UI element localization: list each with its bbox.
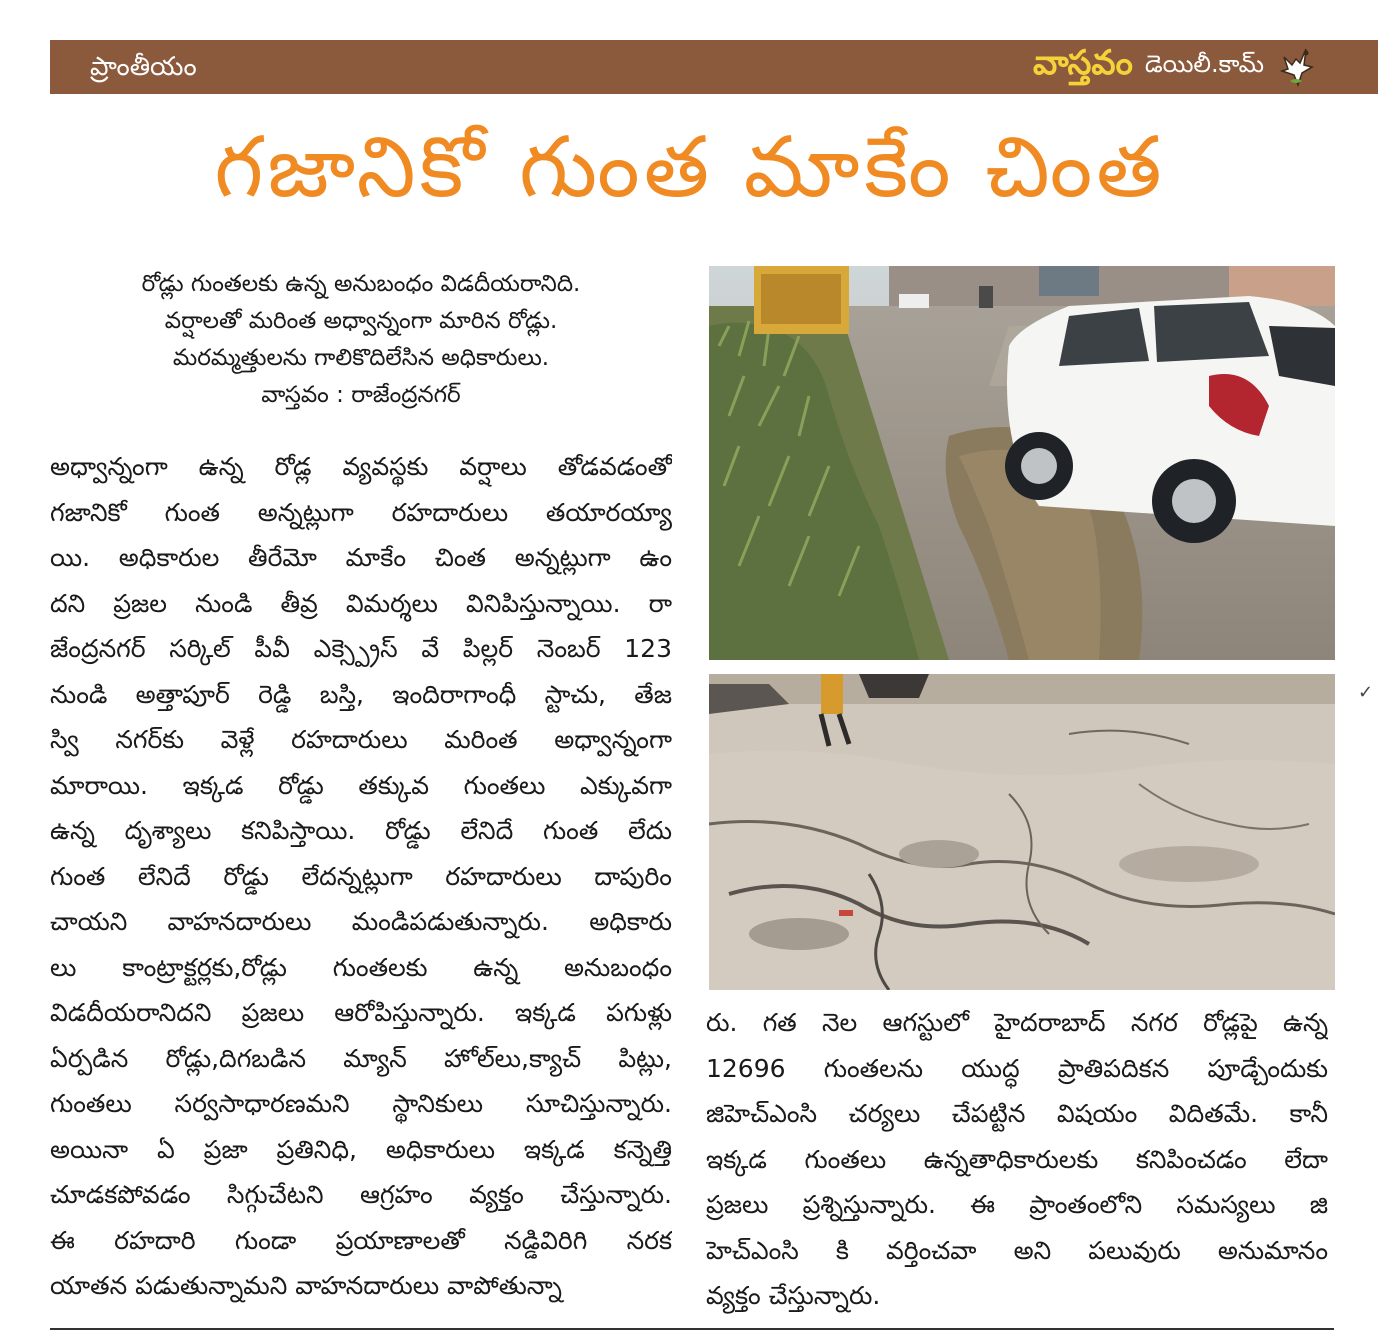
summary-line: రోడ్లు గుంతలకు ఉన్న అనుబంధం విడదీయరానిది. (141, 271, 581, 297)
body-line: నుండి అత్తాపూర్ రెడ్డి బస్తి, ఇందిరాగాంధీ స్టాచు, తేజ (50, 679, 672, 709)
brand-domain: డెయిలీ.కామ్ (1144, 50, 1264, 78)
road-car-photo (709, 266, 1335, 660)
body-line: గుంత లేనిదే రోడ్డు లేదన్నట్లుగా రహదారులు దాపురిం (50, 861, 672, 891)
check-mark-icon: ✓ (1358, 682, 1374, 703)
body-line: ఉన్న దృశ్యాలు కనిపిస్తాయి. రోడ్డు లేనిదే గుంత లేదు (50, 816, 672, 845)
body-line: 12696 గుంతలను యుద్ధ ప్రాతిపదికన పూడ్చేందుకు (706, 1053, 1328, 1083)
body-line: లు కాంట్రాక్టర్లకు,రోడ్లు గుంతలకు ఉన్న అనుబంధం (50, 952, 672, 982)
damaged-road-photo (709, 674, 1335, 990)
body-line: జిహెచ్ఎంసి చర్యలు చేపట్టిన విషయం విదితమే. కానీ (706, 1099, 1328, 1128)
body-line: గుంతలు సర్వసాధారణమని స్థానికులు సూచిస్తున్నారు. (50, 1089, 672, 1118)
body-line: యి. అధికారుల తీరేమో మాకేం చింత అన్నట్లుగా ఉం (50, 543, 672, 572)
body-line: చూడకపోవడం సిగ్గుచేటని ఆగ్రహం వ్యక్తం చేస్తున్నారు. (50, 1180, 672, 1209)
body-line: స్వి నగర్‌కు వెళ్లే రహదారులు మరింత అధ్వాన్నంగా (50, 725, 672, 754)
right-column (706, 1000, 1328, 1319)
dateline: వాస్తవం : రాజేంద్రనగర్ (261, 382, 461, 408)
body-line: ఏర్పడిన రోడ్లు,దిగబడిన మ్యాన్ హోల్‌లు,క్యాచ్ పిట్లు, (50, 1043, 672, 1073)
body-line: ఈ రహదారి గుండా ప్రయాణాలతో నడ్డివిరిగి నరక (50, 1225, 672, 1255)
body-line: అధ్వాన్నంగా ఉన్న రోడ్ల వ్యవస్థకు వర్షాలు తోడవడంతో (50, 452, 672, 481)
summary-line: వర్షాలతో మరింత అధ్వాన్నంగా మారిన రోడ్లు. (164, 308, 558, 334)
body-line: గజానికో గుంత అన్నట్లుగా రహదారులు తయారయ్యా (50, 497, 672, 527)
body-line: అయినా ఏ ప్రజా ప్రతినిధి, అధికారులు ఇక్కడ కన్నెత్తి (50, 1134, 672, 1164)
summary (50, 266, 672, 414)
bird-logo-icon (1276, 45, 1320, 89)
body-line: హెచ్ఎంసి కి వర్తించవా అని పలువురు అనుమానం (706, 1235, 1328, 1265)
header-bar (50, 40, 1378, 94)
headline: గజానికో గుంత మాకేం చింత (214, 118, 1166, 216)
brand (1033, 44, 1320, 90)
brand-name: వాస్తవం (1032, 43, 1133, 83)
left-column (50, 444, 672, 1309)
section-label: ప్రాంతీయం (90, 52, 197, 82)
body-line: ప్రజలు ప్రశ్నిస్తున్నారు. ఈ ప్రాంతంలోని సమస్యలు జి (706, 1190, 1328, 1219)
body-line: దని ప్రజల నుండి తీవ్ర విమర్శలు వినిపిస్తున్నాయి. రా (50, 588, 672, 618)
body-line: మారాయి. ఇక్కడ రోడ్డు తక్కువ గుంతలు ఎక్కువగా (50, 770, 672, 800)
body-line: జేంద్రనగర్ సర్కిల్ పీవీ ఎక్స్ప్రెస్ వే పిల్లర్ నెంబర్ 123 (50, 634, 672, 663)
body-line: వ్యక్తం చేస్తున్నారు. (706, 1281, 881, 1310)
summary-line: మరమ్మత్తులను గాలికొదిలేసిన అధికారులు. (172, 345, 550, 371)
bottom-rule (50, 1328, 1334, 1330)
body-line: యాతన పడుతున్నామని వాహనదారులు వాపోతున్నా (50, 1271, 562, 1300)
body-line: విడదీయరానిదని ప్రజలు ఆరోపిస్తున్నారు. ఇక్కడ పగుళ్లు (50, 998, 672, 1027)
body-line: రు. గత నెల ఆగస్టులో హైదరాబాద్ నగర రోడ్లపై ఉన్న (706, 1008, 1328, 1037)
body-line: ఇక్కడ గుంతలు ఉన్నతాధికారులకు కనిపించడం లేదా (706, 1144, 1328, 1174)
body-line: చాయని వాహనదారులు మండిపడుతున్నారు. అధికారు (50, 907, 672, 936)
